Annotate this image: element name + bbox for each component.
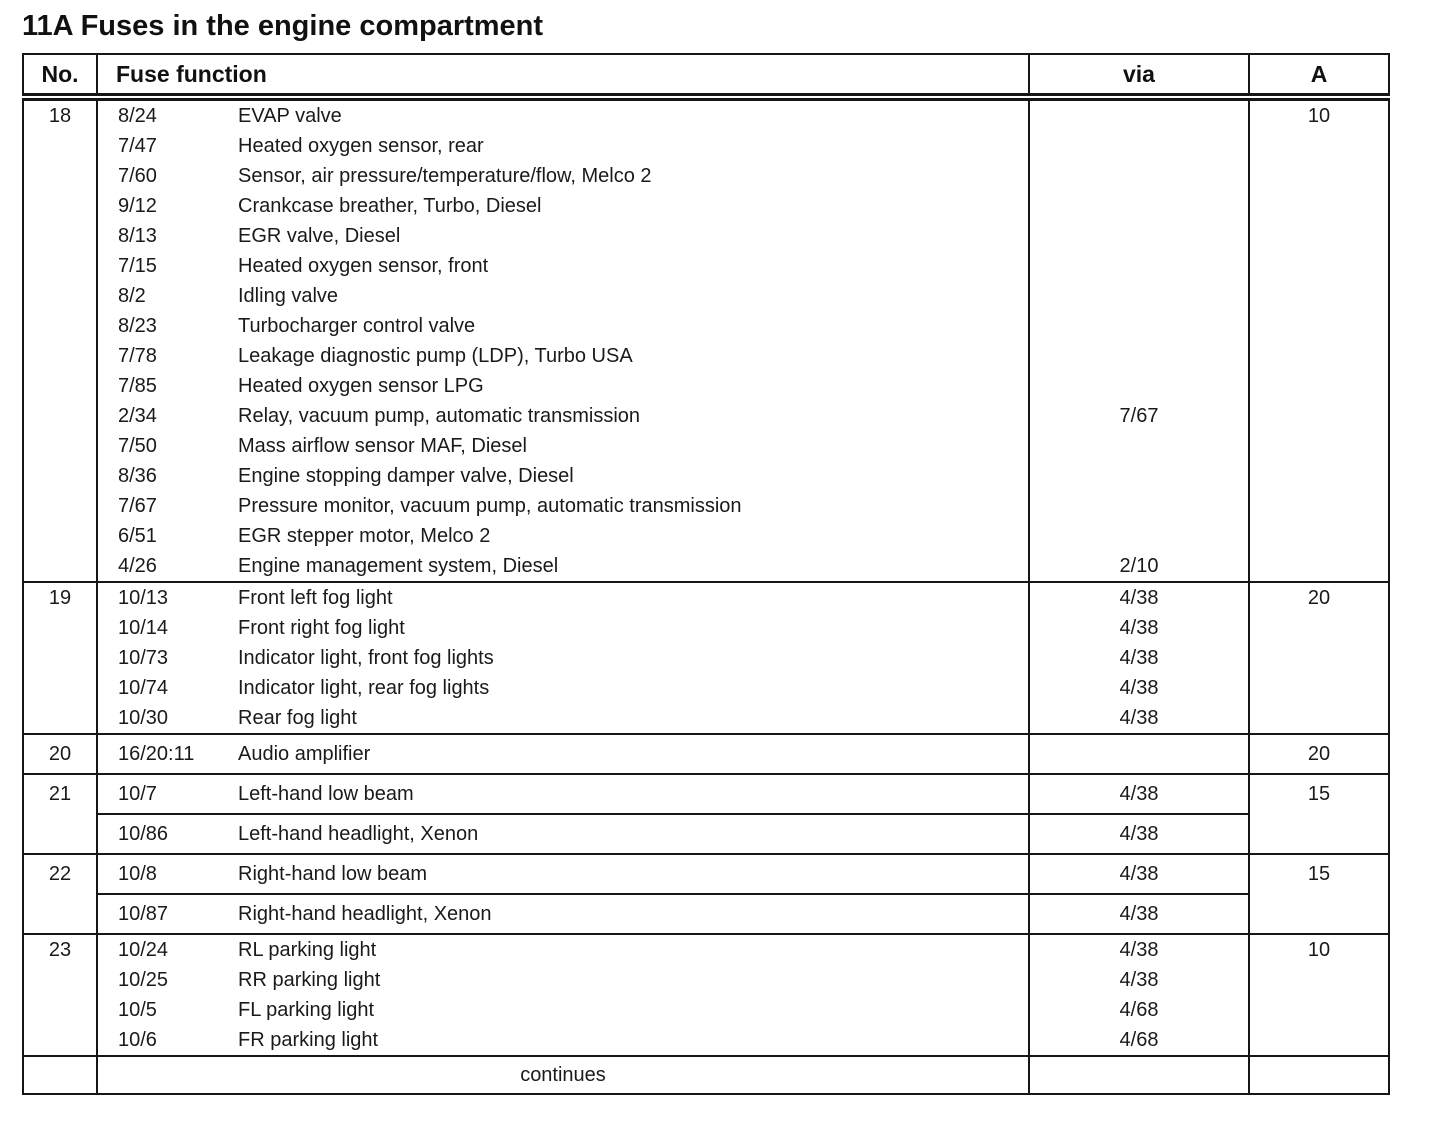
amps-value-cell: 10 xyxy=(1307,105,1331,127)
component-ref: 10/8 xyxy=(118,863,157,885)
fuse-function-cell xyxy=(97,551,1029,582)
component-ref: 7/50 xyxy=(118,435,157,457)
header-via: via xyxy=(1029,54,1249,97)
via-value-cell xyxy=(1029,191,1249,221)
component-description: Front left fog light xyxy=(238,587,393,609)
via-value-cell: 4/68 xyxy=(1029,1025,1249,1056)
via-value-cell: 4/38 xyxy=(1029,703,1249,734)
component-ref: 9/12 xyxy=(118,195,157,217)
component-ref: 10/73 xyxy=(118,647,169,669)
component-description: Turbocharger control valve xyxy=(238,315,476,337)
fuse-row xyxy=(23,491,1389,521)
fuse-group-23 xyxy=(23,934,1389,1056)
fuse-row xyxy=(23,191,1389,221)
via-value-cell xyxy=(1029,431,1249,461)
via-value-cell: 4/38 xyxy=(1029,582,1249,613)
component-ref: 8/36 xyxy=(118,465,157,487)
fuse-function-cell xyxy=(97,371,1029,401)
component-ref: 10/5 xyxy=(118,999,157,1021)
via-value-cell: 4/38 xyxy=(1029,965,1249,995)
footer-amps-cell xyxy=(1249,1056,1389,1094)
component-description: Right-hand headlight, Xenon xyxy=(238,903,492,925)
component-description: Right-hand low beam xyxy=(238,863,427,885)
fuse-group-21 xyxy=(23,774,1389,854)
fuse-row xyxy=(23,401,1389,431)
fuse-row xyxy=(23,97,1389,131)
footer-no-cell xyxy=(23,1056,97,1094)
fuse-row xyxy=(23,934,1389,965)
component-description: Indicator light, front fog lights xyxy=(238,647,494,669)
via-value-cell: 4/68 xyxy=(1029,995,1249,1025)
fuse-row xyxy=(23,341,1389,371)
fuse-function-cell xyxy=(97,894,1029,934)
fuse-function-cell xyxy=(97,191,1029,221)
fuse-row xyxy=(23,582,1389,613)
component-description: RR parking light xyxy=(238,969,381,991)
fuse-row xyxy=(23,221,1389,251)
fuse-function-cell xyxy=(97,311,1029,341)
component-ref: 10/86 xyxy=(118,823,169,845)
fuse-number-cell: 18 xyxy=(23,97,97,582)
via-value-cell xyxy=(1029,161,1249,191)
component-description: Pressure monitor, vacuum pump, automatic transmission xyxy=(238,495,742,517)
via-value-cell: 4/38 xyxy=(1029,643,1249,673)
component-ref: 2/34 xyxy=(118,405,157,427)
component-description: FL parking light xyxy=(238,999,374,1021)
component-description: Engine stopping damper valve, Diesel xyxy=(238,465,574,487)
component-ref: 10/6 xyxy=(118,1029,157,1051)
fuse-function-cell xyxy=(97,401,1029,431)
fuse-function-cell xyxy=(97,934,1029,965)
component-ref: 10/25 xyxy=(118,969,169,991)
fuse-row xyxy=(23,461,1389,491)
fuse-group-20 xyxy=(23,734,1389,774)
component-ref: 10/87 xyxy=(118,903,169,925)
component-description: EGR stepper motor, Melco 2 xyxy=(238,525,491,547)
amps-value-cell: 15 xyxy=(1307,863,1331,885)
fuse-row xyxy=(23,281,1389,311)
table-footer xyxy=(23,1056,1389,1094)
component-description: Rear fog light xyxy=(238,707,357,729)
fuse-row xyxy=(23,431,1389,461)
component-ref: 10/14 xyxy=(118,617,169,639)
component-ref: 7/85 xyxy=(118,375,157,397)
component-ref: 7/15 xyxy=(118,255,157,277)
fuse-function-cell xyxy=(97,491,1029,521)
component-description: Crankcase breather, Turbo, Diesel xyxy=(238,195,542,217)
component-ref: 7/78 xyxy=(118,345,157,367)
fuse-number-cell: 22 xyxy=(23,854,97,934)
component-description: EGR valve, Diesel xyxy=(238,225,401,247)
component-description: Idling valve xyxy=(238,285,339,307)
fuse-function-cell xyxy=(97,673,1029,703)
component-description: Left-hand headlight, Xenon xyxy=(238,823,479,845)
component-description: Audio amplifier xyxy=(238,743,371,765)
component-description: RL parking light xyxy=(238,939,377,961)
fuse-row xyxy=(23,734,1389,774)
via-value-cell xyxy=(1029,461,1249,491)
via-value-cell xyxy=(1029,371,1249,401)
fuse-function-cell xyxy=(97,613,1029,643)
via-value-cell: 4/38 xyxy=(1029,774,1249,814)
via-value-cell: 7/67 xyxy=(1029,401,1249,431)
fuse-row xyxy=(23,521,1389,551)
table-header xyxy=(23,54,1389,97)
amps-value-cell: 15 xyxy=(1307,783,1331,805)
component-ref: 6/51 xyxy=(118,525,157,547)
component-description: FR parking light xyxy=(238,1029,379,1051)
via-value-cell xyxy=(1029,734,1249,774)
via-value-cell: 4/38 xyxy=(1029,894,1249,934)
fuse-function-cell xyxy=(97,734,1029,774)
component-description: Heated oxygen sensor, front xyxy=(238,255,489,277)
component-description: Leakage diagnostic pump (LDP), Turbo USA xyxy=(238,345,633,367)
header-amps: A xyxy=(1249,54,1389,97)
fuse-function-cell xyxy=(97,814,1029,854)
via-value-cell xyxy=(1029,311,1249,341)
component-description: Sensor, air pressure/temperature/flow, Melco 2 xyxy=(238,165,652,187)
fuse-function-cell xyxy=(97,431,1029,461)
via-value-cell: 4/38 xyxy=(1029,673,1249,703)
component-description: Heated oxygen sensor LPG xyxy=(238,375,484,397)
component-ref: 7/47 xyxy=(118,135,157,157)
fuse-function-cell xyxy=(97,341,1029,371)
via-value-cell xyxy=(1029,281,1249,311)
fuse-row xyxy=(23,613,1389,643)
amps-value-cell: 20 xyxy=(1307,587,1331,609)
component-description: Heated oxygen sensor, rear xyxy=(238,135,484,157)
fuse-row xyxy=(23,1025,1389,1056)
via-value-cell xyxy=(1029,521,1249,551)
fuse-row xyxy=(23,774,1389,814)
fuse-function-cell xyxy=(97,582,1029,613)
fuse-number-cell: 20 xyxy=(23,734,97,774)
component-ref: 7/67 xyxy=(118,495,157,517)
amps-value-cell: 20 xyxy=(1307,743,1331,765)
via-value-cell: 2/10 xyxy=(1029,551,1249,582)
fuse-row xyxy=(23,673,1389,703)
via-value-cell xyxy=(1029,131,1249,161)
fuse-function-cell xyxy=(97,965,1029,995)
fuse-row xyxy=(23,814,1389,854)
component-description: Indicator light, rear fog lights xyxy=(238,677,490,699)
fuse-function-cell xyxy=(97,774,1029,814)
via-value-cell xyxy=(1029,341,1249,371)
fuse-number-cell: 21 xyxy=(23,774,97,854)
fuse-row xyxy=(23,251,1389,281)
via-value-cell xyxy=(1029,251,1249,281)
header-row xyxy=(23,54,1389,97)
component-ref: 10/74 xyxy=(118,677,169,699)
component-ref: 8/23 xyxy=(118,315,157,337)
fuse-function-cell xyxy=(97,131,1029,161)
via-value-cell xyxy=(1029,221,1249,251)
fuse-function-cell xyxy=(97,703,1029,734)
via-value-cell: 4/38 xyxy=(1029,613,1249,643)
component-ref: 4/26 xyxy=(118,555,157,577)
fuse-function-cell xyxy=(97,854,1029,894)
continues-cell: continues xyxy=(97,1056,1029,1094)
footer-row xyxy=(23,1056,1389,1094)
fuse-table xyxy=(22,53,1390,1095)
footer-via-cell xyxy=(1029,1056,1249,1094)
component-description: Engine management system, Diesel xyxy=(238,555,559,577)
component-ref: 10/30 xyxy=(118,707,169,729)
component-ref: 8/24 xyxy=(118,105,157,127)
component-ref: 10/13 xyxy=(118,587,169,609)
fuse-row xyxy=(23,551,1389,582)
fuse-row xyxy=(23,894,1389,934)
fuse-group-19 xyxy=(23,582,1389,734)
via-value-cell xyxy=(1029,97,1249,131)
fuse-function-cell xyxy=(97,1025,1029,1056)
fuse-function-cell xyxy=(97,97,1029,131)
fuse-number-cell: 23 xyxy=(23,934,97,1056)
component-description: Relay, vacuum pump, automatic transmission xyxy=(238,405,641,427)
fuse-row xyxy=(23,161,1389,191)
component-ref: 8/13 xyxy=(118,225,157,247)
component-description: Mass airflow sensor MAF, Diesel xyxy=(238,435,527,457)
header-fuse-function: Fuse function xyxy=(97,54,1029,97)
component-description: Front right fog light xyxy=(238,617,405,639)
fuse-function-cell xyxy=(97,281,1029,311)
fuse-function-cell xyxy=(97,643,1029,673)
via-value-cell: 4/38 xyxy=(1029,934,1249,965)
component-description: EVAP valve xyxy=(238,105,342,127)
fuse-row xyxy=(23,131,1389,161)
fuse-group-22 xyxy=(23,854,1389,934)
page-title: 11A Fuses in the engine compartment xyxy=(22,10,544,42)
amps-value-cell: 10 xyxy=(1307,939,1331,961)
header-no: No. xyxy=(23,54,97,97)
component-ref: 16/20:11 xyxy=(118,743,195,765)
component-ref: 7/60 xyxy=(118,165,157,187)
fuse-function-cell xyxy=(97,461,1029,491)
fuse-function-cell xyxy=(97,251,1029,281)
fuse-row xyxy=(23,311,1389,341)
fuse-row xyxy=(23,995,1389,1025)
component-description: Left-hand low beam xyxy=(238,783,414,805)
fuse-row xyxy=(23,854,1389,894)
fuse-group-18 xyxy=(23,97,1389,582)
fuse-function-cell xyxy=(97,521,1029,551)
component-ref: 10/7 xyxy=(118,783,157,805)
fuse-number-cell: 19 xyxy=(23,582,97,734)
fuse-function-cell xyxy=(97,161,1029,191)
fuse-row xyxy=(23,371,1389,401)
fuse-row xyxy=(23,703,1389,734)
fuse-row xyxy=(23,643,1389,673)
via-value-cell: 4/38 xyxy=(1029,814,1249,854)
fuse-function-cell xyxy=(97,995,1029,1025)
fuse-row xyxy=(23,965,1389,995)
component-ref: 8/2 xyxy=(118,285,146,307)
fuse-function-cell xyxy=(97,221,1029,251)
via-value-cell xyxy=(1029,491,1249,521)
component-ref: 10/24 xyxy=(118,939,169,961)
via-value-cell: 4/38 xyxy=(1029,854,1249,894)
